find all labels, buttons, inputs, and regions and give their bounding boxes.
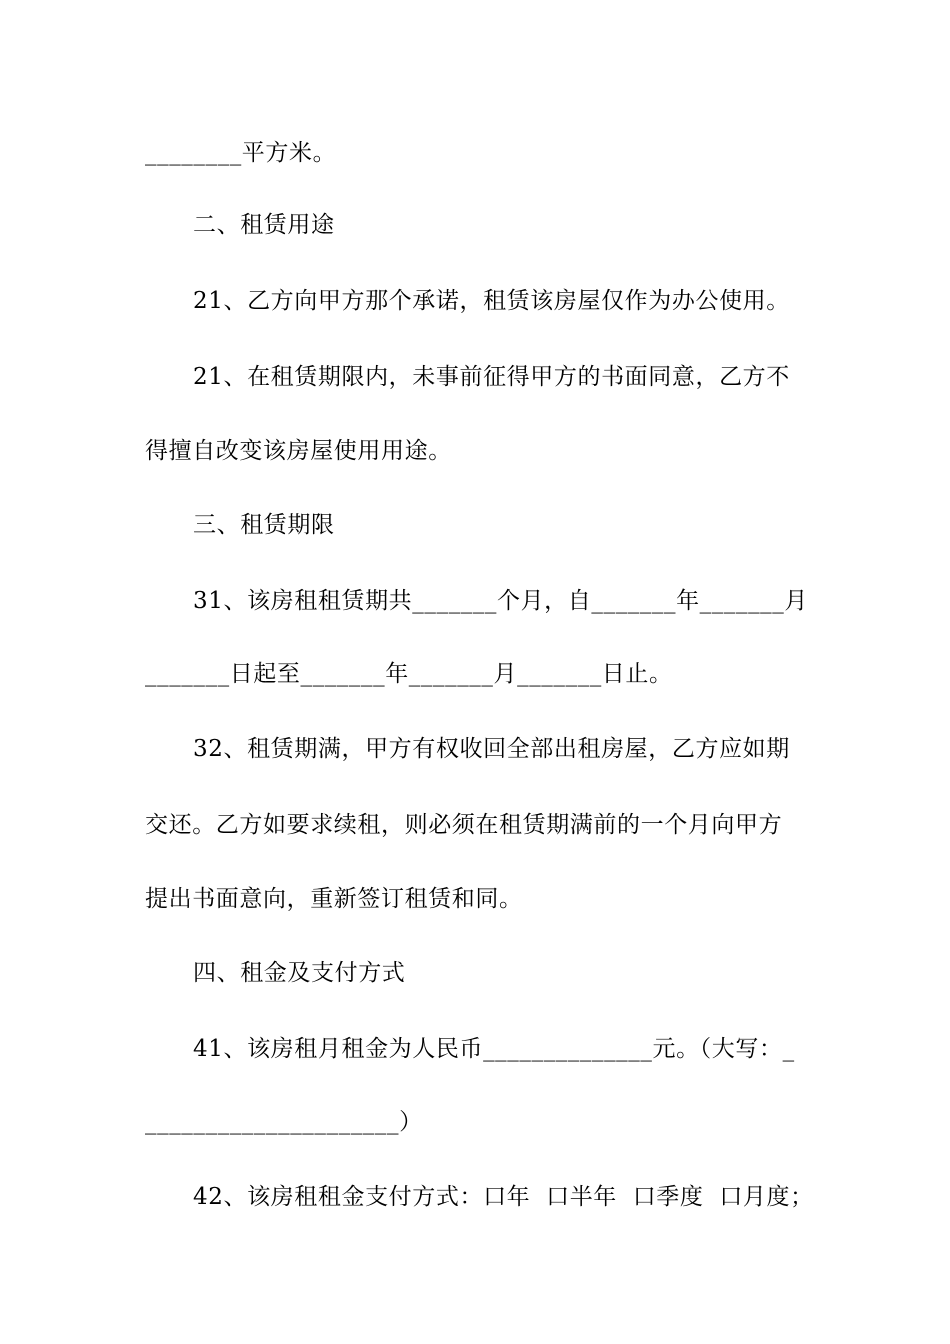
clause-3-2-line-3: 提出书面意向，重新签订租赁和同。 [145, 886, 523, 912]
clause-4-1-line-2: _____________________） [145, 1109, 423, 1135]
clause-3-2-line-1: 32、租赁期满，甲方有权收回全部出租房屋，乙方应如期 [193, 736, 790, 762]
area-line: ________平方米。 [145, 140, 337, 166]
clause-3-2-line-2: 交还。乙方如要求续租，则必须在租赁期满前的一个月向甲方 [145, 812, 783, 838]
section-heading-4: 四、租金及支付方式 [193, 960, 406, 986]
clause-2-2-line-2: 得擅自改变该房屋使用用途。 [145, 438, 452, 464]
clause-2-2-line-1: 21、在租赁期限内，未事前征得甲方的书面同意，乙方不 [193, 364, 790, 390]
clause-3-1-line-2: _______日起至_______年_______月_______日止。 [145, 661, 673, 687]
section-heading-3: 三、租赁期限 [193, 512, 335, 538]
clause-4-2: 42、该房租租金支付方式：口年 口半年 口季度 口月度； [193, 1184, 814, 1210]
clause-3-1-line-1: 31、该房租租赁期共_______个月，自_______年_______月 [193, 588, 808, 614]
clause-2-1: 21、乙方向甲方那个承诺，租赁该房屋仅作为办公使用。 [193, 288, 790, 314]
section-heading-2: 二、租赁用途 [193, 212, 335, 238]
clause-4-1-line-1: 41、该房租月租金为人民币______________元。（大写：_ [193, 1036, 795, 1062]
